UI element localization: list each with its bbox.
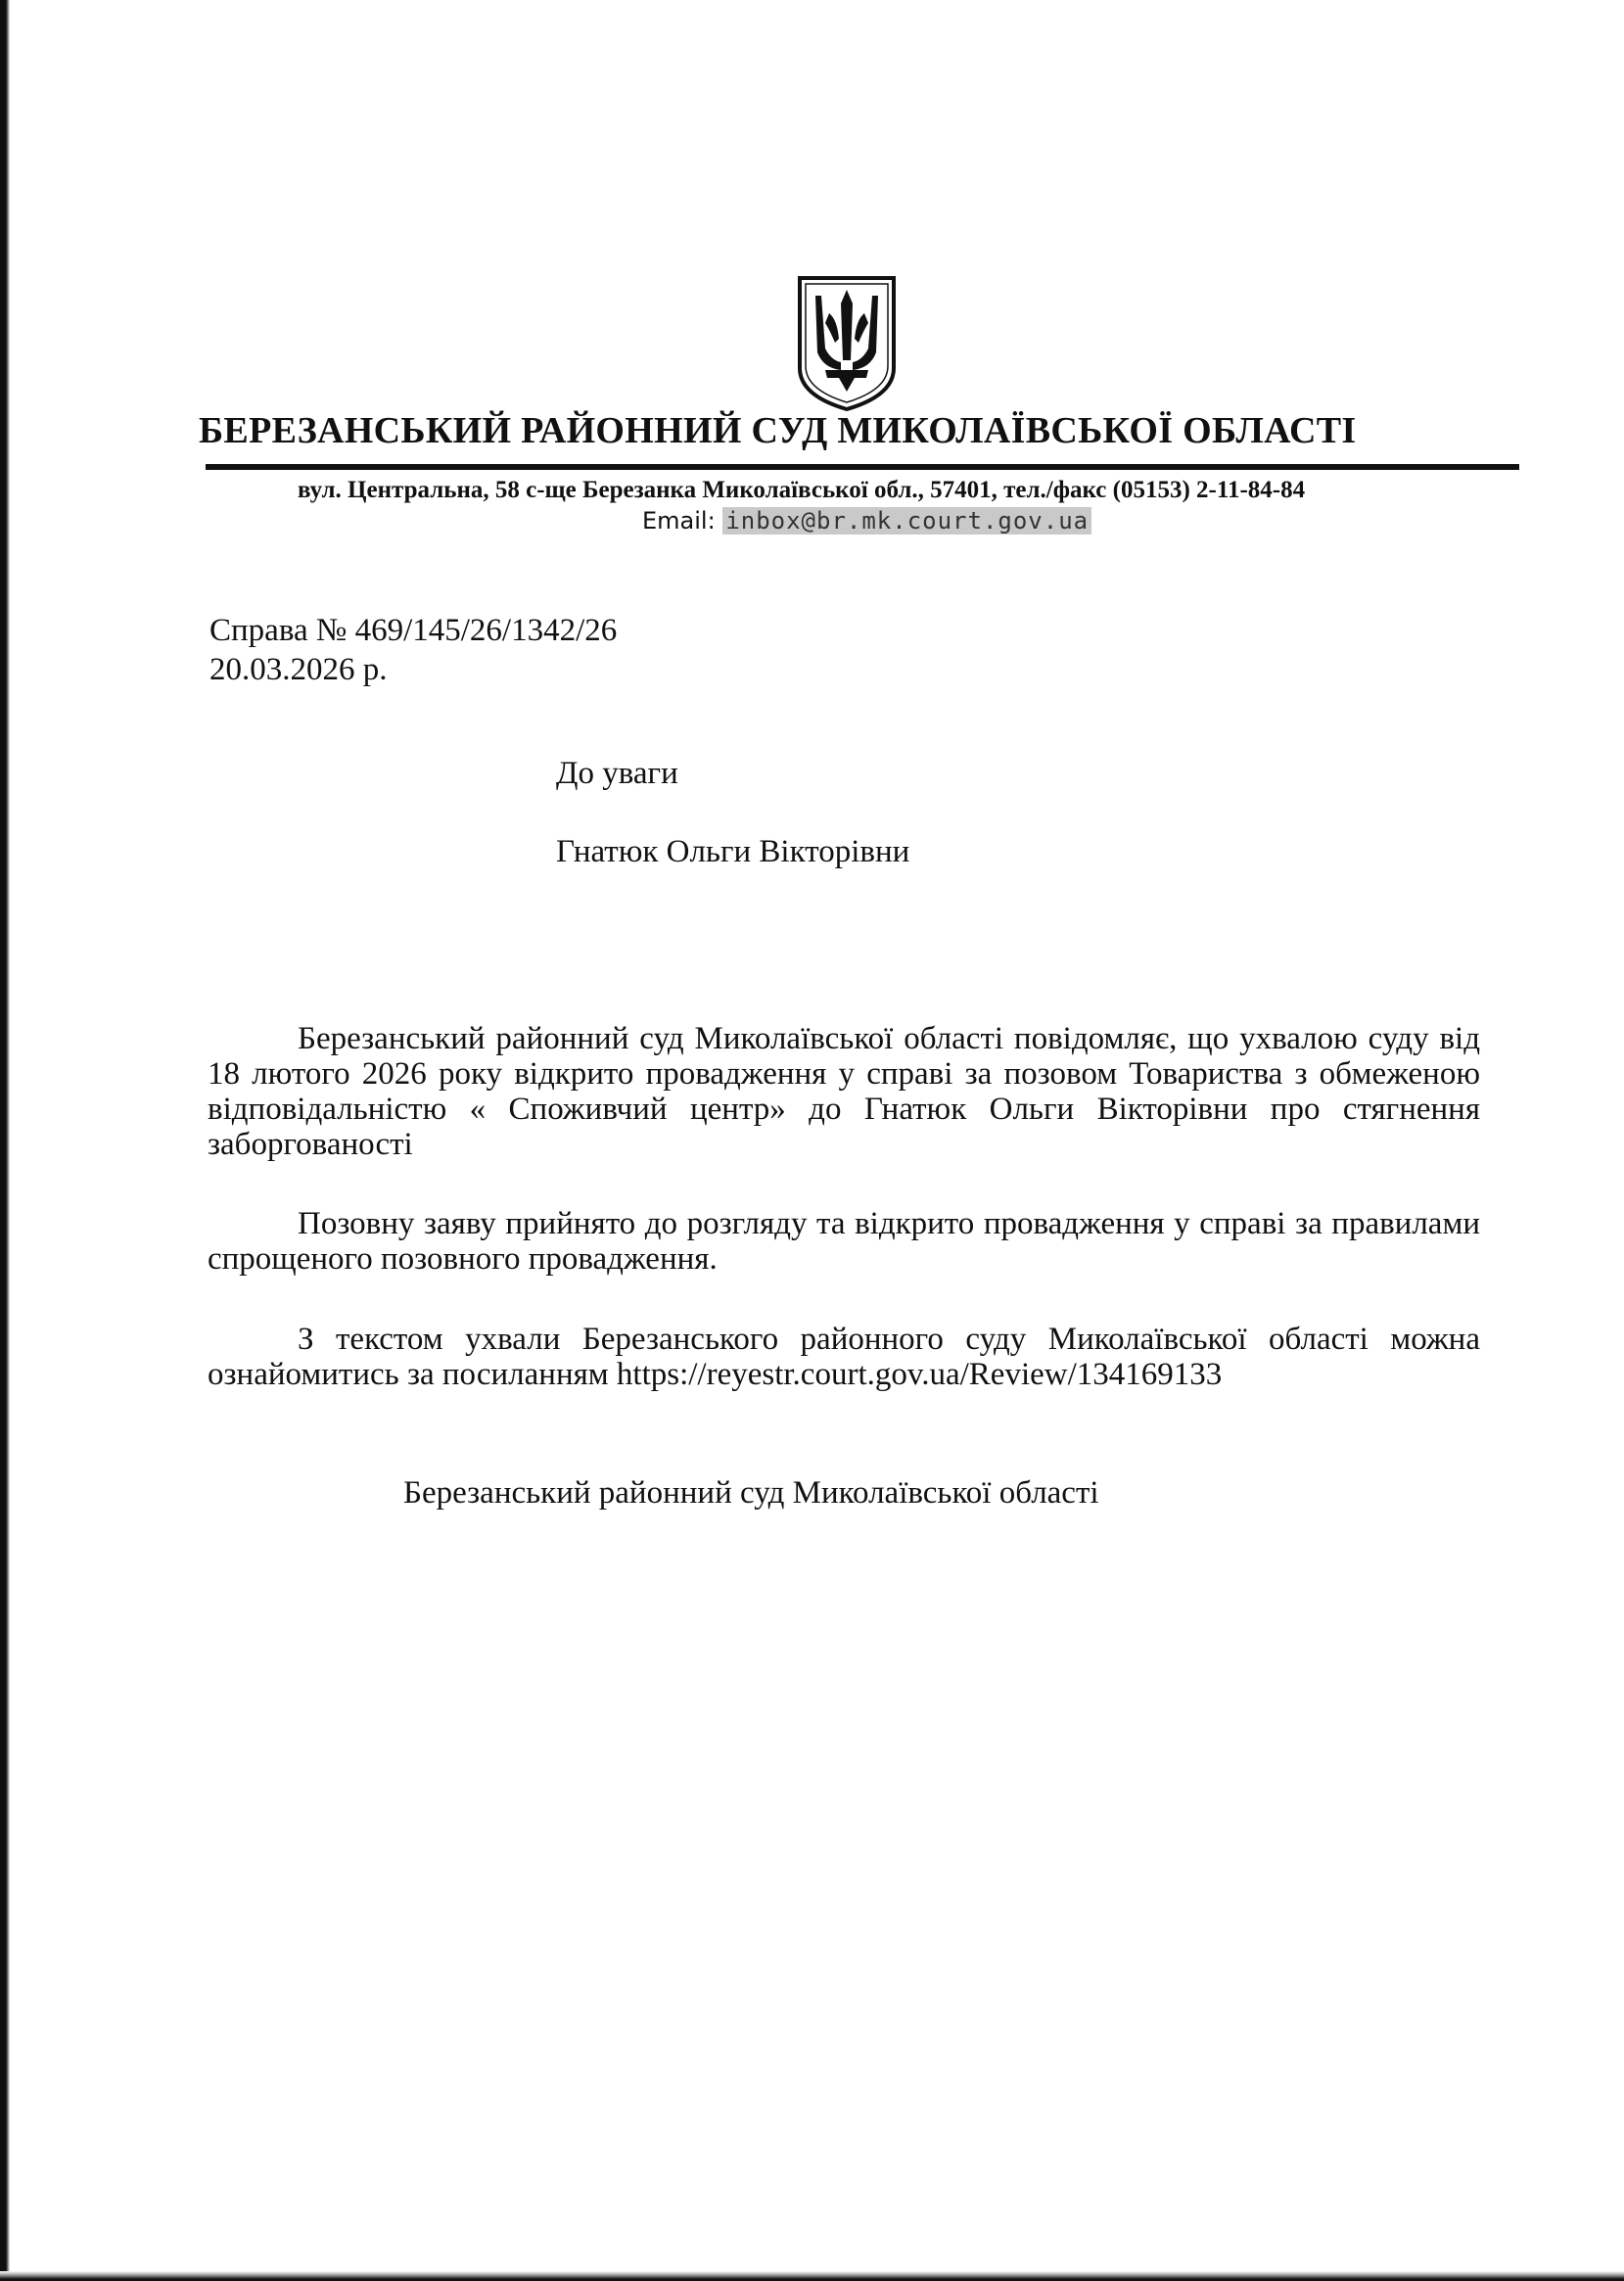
email-line — [642, 507, 1091, 535]
signature: Березанський районний суд Миколаївської області — [403, 1475, 1099, 1511]
case-block — [209, 611, 617, 689]
email-label: Email: — [642, 507, 716, 535]
body-paragraph-1 — [208, 1021, 1480, 1162]
coat-of-arms-icon — [796, 274, 898, 413]
paragraph-3-text: З текстом ухвали Березанського районного суду Миколаївської області можна ознайомитись за посиланням https://reyestr.court.gov.ua/Review/134169133 — [208, 1322, 1480, 1392]
attention-line: До уваги — [556, 756, 678, 791]
body-paragraph-3 — [208, 1322, 1480, 1392]
case-date: 20.03.2026 р. — [209, 652, 388, 687]
case-number: Справа № 469/145/26/1342/26 — [209, 613, 618, 648]
court-address: вул. Центральна, 58 с-ще Березанка Миколаївської обл., 57401, тел./факс (05153) 2-11-84-84 — [298, 477, 1306, 503]
scan-left-edge — [0, 0, 10, 2281]
recipient-name: Гнатюк Ольги Вікторівни — [556, 834, 910, 869]
title-rule — [206, 464, 1519, 470]
paragraph-2-text: Позовну заяву прийнято до розгляду та відкрито провадження у справі за правилами спрощеного позовного провадження. — [208, 1206, 1480, 1277]
email-link[interactable]: inbox@br.mk.court.gov.ua — [722, 507, 1091, 535]
court-title: БЕРЕЗАНСЬКИЙ РАЙОННИЙ СУД МИКОЛАЇВСЬКОЇ ОБЛАСТІ — [199, 410, 1357, 451]
paragraph-1-text: Березанський районний суд Миколаївської області повідомляє, що ухвалою суду від 18 лютого 2026 року відкрито провадження у справі за позовом Товариства з обмеженою відповідальністю « Споживчий центр» до Гнатюк Ольги Вікторівни про стягнення заборгованості — [208, 1021, 1480, 1162]
body-paragraph-2 — [208, 1206, 1480, 1277]
scan-bottom-edge — [0, 2271, 1624, 2281]
